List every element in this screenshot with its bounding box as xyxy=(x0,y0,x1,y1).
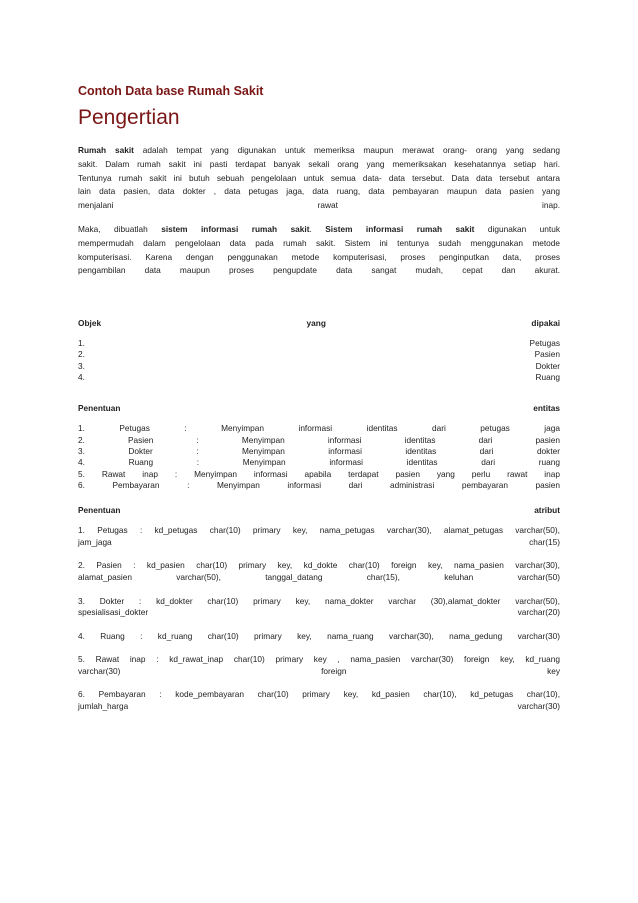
entitas-header: Penentuan entitas xyxy=(78,403,560,414)
list-item: 4. Ruang : kd_ruang char(10) primary key, nama_ruang varchar(30), nama_gedung varchar(30) xyxy=(78,630,560,641)
document-page xyxy=(78,84,560,725)
list-item: 6. Pembayaran : kode_pembayaran char(10) primary key, kd_pasien char(10), kd_petugas char(10), jumlah_harga varchar(30) xyxy=(78,689,560,712)
list-item: 1. Petugas xyxy=(78,338,560,349)
list-item: 3. Dokter : kd_dokter char(10) primary key, nama_dokter varchar (30),alamat_dokter varchar(50), spesialisasi_dokter varchar(20) xyxy=(78,595,560,618)
objek-header: Objek yang dipakai xyxy=(78,318,560,329)
list-item: 5. Rawat inap : Menyimpan informasi apabila terdapat pasien yang perlu rawat inap xyxy=(78,468,560,479)
atribut-header: Penentuan atribut xyxy=(78,505,560,516)
list-item: 6. Pembayaran : Menyimpan informasi dari administrasi pembayaran pasien xyxy=(78,479,560,490)
list-item: 3. Dokter : Menyimpan informasi identitas dari dokter xyxy=(78,445,560,456)
term-rumah-sakit: Rumah sakit xyxy=(78,145,134,155)
list-item: 2. Pasien : Menyimpan informasi identitas dari pasien xyxy=(78,434,560,445)
list-item: 4. Ruang xyxy=(78,372,560,383)
list-item: 2. Pasien : kd_pasien char(10) primary key, kd_dokte char(10) foreign key, nama_pasien varchar(30), alamat_pasien varchar(50), tanggal_datang char(15), keluhan varchar(50) xyxy=(78,560,560,582)
list-item: 4. Ruang : Menyimpan informasi identitas dari ruang xyxy=(78,457,560,468)
objek-section xyxy=(78,318,560,383)
list-item: 2. Pasien xyxy=(78,349,560,360)
list-item: 5. Rawat inap : kd_rawat_inap char(10) primary key , nama_pasien varchar(30) foreign key, kd_ruang varchar(30) foreign key xyxy=(78,654,560,676)
document-title: Contoh Data base Rumah Sakit xyxy=(78,84,264,98)
list-item: 3. Dokter xyxy=(78,360,560,371)
paragraph-rumah-sakit: Rumah sakit adalah tempat yang digunakan untuk memeriksa maupun merawat orang- orang yang sedang sakit. Dalam rumah sakit ini pasti terdapat banyak sekali orang yang memeriksakan kesehatannya setiap hari. Tentunya rumah sakit ini butuh sebuah pengelolaan untuk semua data- data tersebut. Data data tersebut antara lain data pasien, data dokter , data petugas jaga, data ruang, data pembayaran maupun data pasien yang menjalani rawat inap. xyxy=(78,145,560,211)
section-heading: Pengertian xyxy=(78,106,180,129)
list-item: 1. Petugas : Menyimpan informasi identitas dari petugas jaga xyxy=(78,423,560,434)
paragraph-sistem-informasi: Maka, dibuatlah sistem informasi rumah sakit. Sistem informasi rumah sakit digunakan untuk mempermudah dalam pengelolaan data pada rumah sakit. Sistem ini tentunya sudah menggunakan metode komputerisasi. Karena dengan penggunakan metode komputerisasi, proses penginputkan data, proses pengambilan data maupun proses pengupdate data sangat mudah, cepat dan akurat. xyxy=(78,223,560,276)
atribut-section xyxy=(78,505,560,713)
entitas-section xyxy=(78,403,560,491)
list-item: 1. Petugas : kd_petugas char(10) primary key, nama_petugas varchar(30), alamat_petugas varchar(50), jam_jaga char(15) xyxy=(78,525,560,547)
